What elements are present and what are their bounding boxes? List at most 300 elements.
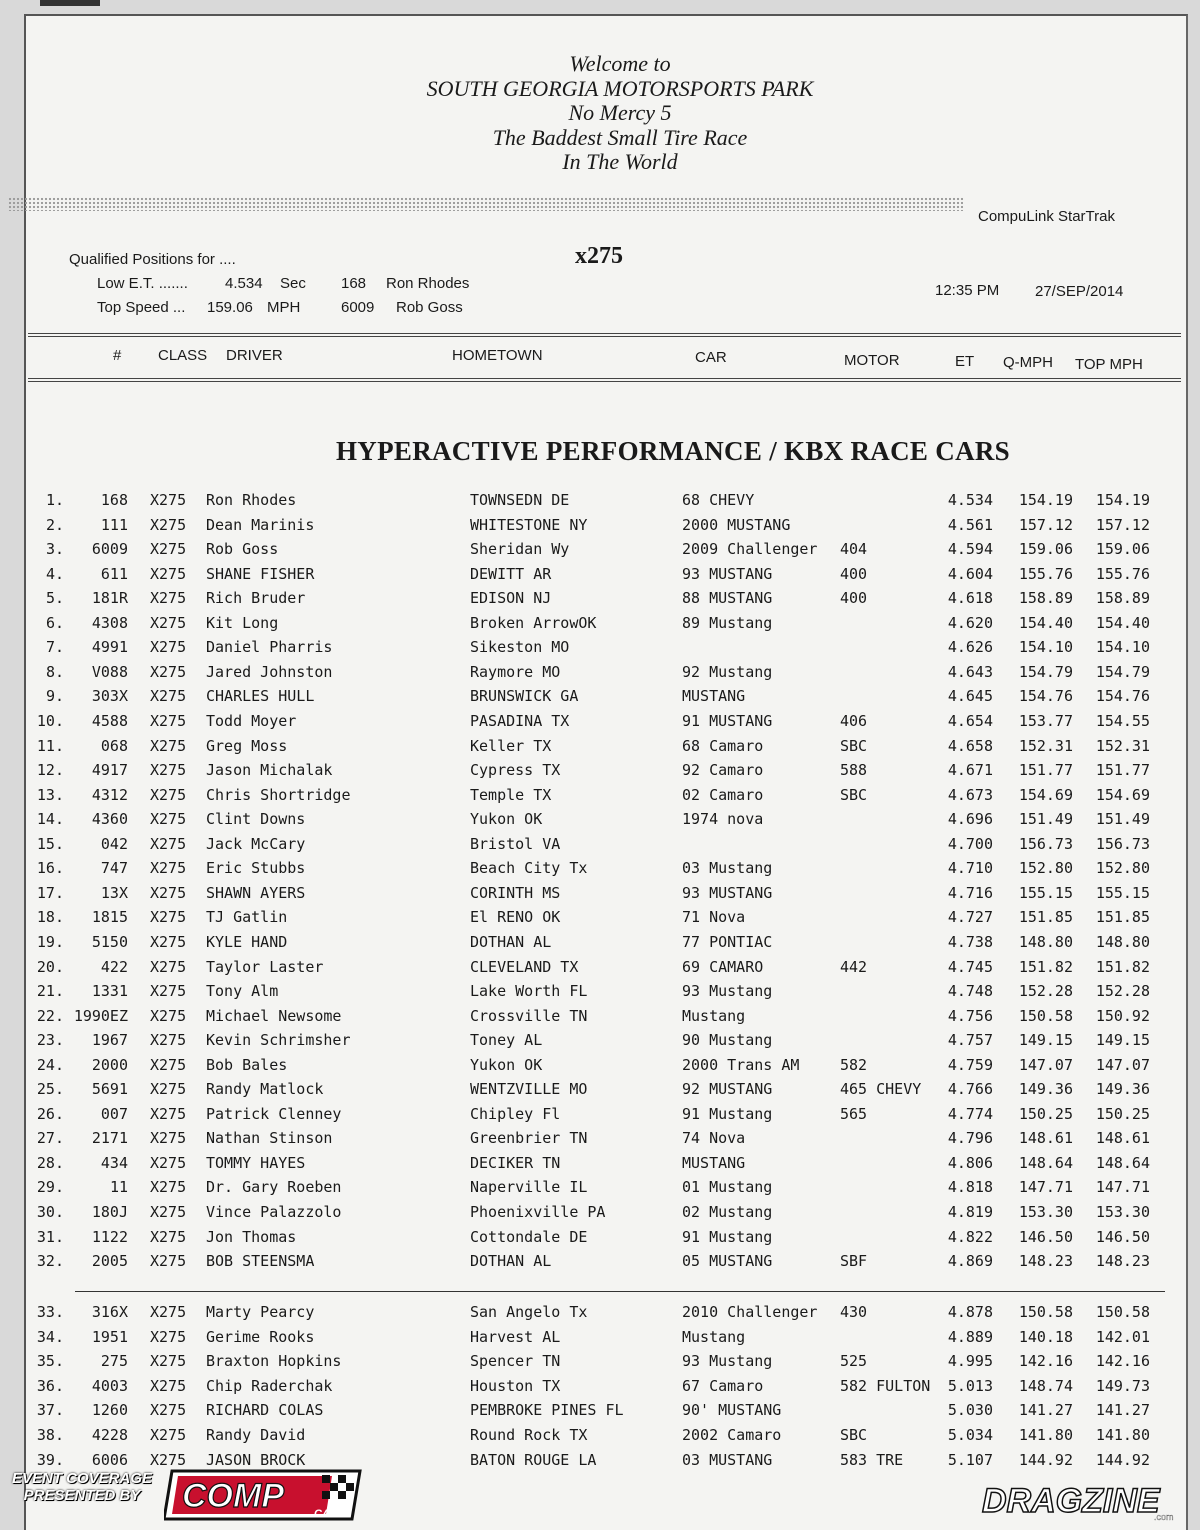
- top-mph-cell: 155.15: [1095, 883, 1150, 902]
- position-cell: 32.: [36, 1252, 64, 1271]
- class-cell: X275: [150, 908, 187, 927]
- position-cell: 36.: [36, 1376, 64, 1395]
- hometown-cell: Spencer TN: [470, 1352, 561, 1371]
- car-number-cell: 4003: [91, 1376, 128, 1395]
- track-name: SOUTH GEORGIA MOTORSPORTS PARK: [426, 75, 814, 101]
- q-mph-cell: 154.10: [1018, 638, 1073, 657]
- driver-cell: Chris Shortridge: [206, 785, 351, 804]
- col-number: #: [113, 347, 122, 364]
- class-cell: X275: [150, 638, 187, 657]
- table-row: [0, 638, 1200, 662]
- table-row: [0, 491, 1200, 515]
- sponsor-title: HYPERACTIVE PERFORMANCE / KBX RACE CARS: [336, 436, 1010, 466]
- top-mph-cell: 150.58: [1095, 1303, 1150, 1321]
- car-cell: 02 Camaro: [682, 785, 764, 804]
- position-cell: 26.: [36, 1104, 64, 1123]
- et-cell: 4.806: [947, 1153, 993, 1172]
- car-number-cell: 068: [100, 736, 128, 755]
- position-cell: 15.: [36, 834, 64, 853]
- position-cell: 21.: [36, 982, 64, 1000]
- q-mph-cell: 154.79: [1018, 662, 1073, 681]
- table-row: [0, 1080, 1200, 1104]
- position-cell: 13.: [36, 785, 64, 804]
- class-cell: X275: [150, 883, 187, 902]
- hometown-cell: TOWNSEDN DE: [470, 491, 570, 509]
- car-cell: 05 MUSTANG: [682, 1252, 773, 1271]
- et-cell: 4.819: [947, 1203, 993, 1221]
- position-cell: 8.: [45, 662, 64, 681]
- car-number-cell: 5150: [91, 932, 128, 951]
- q-mph-cell: 152.80: [1018, 859, 1073, 878]
- table-row: [0, 712, 1200, 736]
- top-mph-cell: 147.71: [1095, 1178, 1150, 1197]
- driver-cell: Todd Moyer: [206, 712, 297, 730]
- position-cell: 39.: [36, 1450, 64, 1469]
- table-row: [0, 1377, 1200, 1401]
- driver-cell: Vince Palazzolo: [206, 1203, 342, 1221]
- q-mph-cell: 141.27: [1018, 1401, 1073, 1420]
- col-et: ET: [955, 353, 975, 370]
- event-tagline-1: The Baddest Small Tire Race: [492, 124, 748, 150]
- top-mph-cell: 152.80: [1095, 859, 1150, 878]
- et-cell: 4.889: [947, 1327, 993, 1346]
- et-cell: 4.878: [947, 1303, 993, 1321]
- top-speed-value: 159.06: [207, 299, 253, 316]
- table-row: [0, 982, 1200, 1006]
- driver-cell: JASON BROCK: [206, 1450, 306, 1469]
- qualifying-cutoff-line: [75, 1291, 1165, 1292]
- driver-cell: Randy Matlock: [206, 1080, 324, 1099]
- et-cell: 4.774: [947, 1104, 993, 1123]
- hometown-cell: DOTHAN AL: [470, 1252, 552, 1271]
- et-cell: 4.766: [947, 1080, 993, 1099]
- position-cell: 38.: [36, 1426, 64, 1444]
- q-mph-cell: 152.31: [1018, 736, 1073, 755]
- hometown-cell: DECIKER TN: [470, 1153, 561, 1172]
- class-cell: X275: [150, 1401, 187, 1420]
- header-rule-bottom: [28, 378, 1181, 382]
- top-mph-cell: 154.79: [1095, 662, 1150, 681]
- q-mph-cell: 159.06: [1018, 540, 1073, 559]
- class-cell: X275: [150, 613, 187, 632]
- class-cell: X275: [150, 1252, 187, 1271]
- table-row: [0, 761, 1200, 785]
- car-cell: 71 Nova: [682, 908, 746, 927]
- driver-cell: Tony Alm: [206, 982, 279, 1000]
- car-cell: 90 Mustang: [682, 1031, 773, 1050]
- car-number-cell: 1815: [91, 908, 128, 927]
- table-row: [0, 1352, 1200, 1376]
- col-car: CAR: [695, 349, 727, 366]
- et-cell: 4.759: [947, 1055, 993, 1074]
- hometown-cell: Chipley Fl: [470, 1104, 561, 1123]
- event-name: No Mercy 5: [568, 100, 672, 125]
- hometown-cell: CLEVELAND TX: [470, 957, 579, 976]
- hometown-cell: Beach City Tx: [470, 859, 588, 878]
- hometown-cell: Bristol VA: [470, 834, 561, 853]
- et-cell: 4.716: [947, 883, 993, 902]
- class-cell: X275: [150, 1327, 187, 1346]
- et-cell: 4.748: [947, 982, 993, 1000]
- car-cell: 03 MUSTANG: [682, 1450, 773, 1469]
- car-cell: MUSTANG: [682, 1153, 746, 1172]
- q-mph-cell: 146.50: [1018, 1227, 1073, 1246]
- table-row: [0, 810, 1200, 834]
- et-cell: 5.013: [947, 1376, 993, 1395]
- position-cell: 7.: [45, 638, 64, 657]
- et-cell: 4.534: [947, 491, 993, 509]
- table-row: [0, 1056, 1200, 1080]
- car-cell: 93 MUSTANG: [682, 564, 773, 583]
- position-cell: 37.: [36, 1401, 64, 1420]
- class-cell: X275: [150, 1227, 187, 1246]
- table-row: [0, 737, 1200, 761]
- car-number-cell: 316X: [91, 1303, 128, 1321]
- car-number-cell: 181R: [91, 589, 128, 608]
- q-mph-cell: 147.71: [1018, 1178, 1073, 1197]
- et-cell: 4.696: [947, 810, 993, 829]
- car-cell: 2000 MUSTANG: [682, 515, 791, 534]
- hometown-cell: Sikeston MO: [470, 638, 570, 657]
- position-cell: 14.: [36, 810, 64, 829]
- hometown-cell: Sheridan Wy: [470, 540, 570, 559]
- top-mph-cell: 155.76: [1095, 564, 1150, 583]
- driver-cell: Marty Pearcy: [206, 1303, 315, 1321]
- car-number-cell: 747: [100, 859, 128, 878]
- car-cell: 2000 Trans AM: [682, 1055, 800, 1074]
- table-row: [0, 1228, 1200, 1252]
- q-mph-cell: 154.76: [1018, 687, 1073, 706]
- et-cell: 4.561: [947, 515, 993, 534]
- driver-cell: Patrick Clenney: [206, 1104, 342, 1123]
- hometown-cell: EDISON NJ: [470, 589, 552, 608]
- car-number-cell: 180J: [91, 1203, 128, 1221]
- et-cell: 5.034: [947, 1426, 993, 1444]
- q-mph-cell: 149.15: [1018, 1031, 1073, 1050]
- q-mph-cell: 148.61: [1018, 1129, 1073, 1148]
- col-motor: MOTOR: [844, 352, 900, 369]
- q-mph-cell: 157.12: [1018, 515, 1073, 534]
- class-cell: X275: [150, 834, 187, 853]
- top-mph-cell: 149.73: [1095, 1376, 1150, 1395]
- et-cell: 4.658: [947, 736, 993, 755]
- top-mph-cell: 156.73: [1095, 834, 1150, 853]
- top-mph-cell: 154.76: [1095, 687, 1150, 706]
- class-cell: X275: [150, 1303, 187, 1321]
- class-cell: X275: [150, 540, 187, 559]
- motor-cell: SBC: [840, 785, 868, 804]
- driver-cell: Rich Bruder: [206, 589, 306, 608]
- car-number-cell: 611: [100, 564, 128, 583]
- hometown-cell: Yukon OK: [470, 1055, 543, 1074]
- table-row: [0, 1303, 1200, 1327]
- comp-logo-subtext: CAMS: [314, 1508, 347, 1520]
- car-cell: 68 Camaro: [682, 736, 764, 755]
- hometown-cell: Harvest AL: [470, 1327, 561, 1346]
- top-mph-cell: 150.92: [1095, 1006, 1150, 1025]
- top-mph-cell: 148.23: [1095, 1252, 1150, 1271]
- driver-cell: Jared Johnston: [206, 662, 333, 681]
- class-cell: X275: [150, 1352, 187, 1371]
- car-number-cell: 303X: [91, 687, 128, 706]
- et-cell: 4.673: [947, 785, 993, 804]
- position-cell: 6.: [45, 613, 64, 632]
- class-cell: X275: [150, 687, 187, 706]
- car-number-cell: 2000: [91, 1055, 128, 1074]
- q-mph-cell: 149.36: [1018, 1080, 1073, 1099]
- class-cell: X275: [150, 564, 187, 583]
- q-mph-cell: 152.28: [1018, 982, 1073, 1000]
- class-cell: X275: [150, 761, 187, 779]
- motor-cell: 525: [840, 1352, 868, 1371]
- driver-cell: Chip Raderchak: [206, 1376, 333, 1395]
- car-number-cell: 1331: [91, 982, 128, 1000]
- car-number-cell: 1951: [91, 1327, 128, 1346]
- table-row: [0, 786, 1200, 810]
- car-number-cell: V088: [91, 662, 128, 681]
- position-cell: 10.: [36, 712, 64, 730]
- position-cell: 12.: [36, 761, 64, 779]
- driver-cell: Kit Long: [206, 613, 279, 632]
- low-et-car: 168: [341, 275, 367, 292]
- class-cell: X275: [150, 1178, 187, 1197]
- et-cell: 4.594: [947, 540, 993, 559]
- motor-cell: 404: [840, 540, 868, 559]
- car-number-cell: 1990EZ: [73, 1006, 128, 1025]
- et-cell: 4.738: [947, 932, 993, 951]
- position-cell: 28.: [36, 1153, 64, 1172]
- hometown-cell: Houston TX: [470, 1376, 561, 1395]
- car-number-cell: 275: [100, 1352, 128, 1371]
- motor-cell: SBF: [840, 1252, 868, 1271]
- top-mph-cell: 151.85: [1095, 908, 1150, 927]
- top-mph-cell: 141.27: [1095, 1401, 1150, 1420]
- car-cell: 77 PONTIAC: [682, 932, 773, 951]
- table-row: [0, 835, 1200, 859]
- position-cell: 19.: [36, 932, 64, 951]
- dragzine-logo-text: DRAGZINE: [982, 1482, 1160, 1520]
- hometown-cell: BATON ROUGE LA: [470, 1450, 597, 1469]
- driver-cell: Daniel Pharris: [206, 638, 333, 657]
- class-cell: X275: [150, 957, 187, 976]
- car-number-cell: 4312: [91, 785, 128, 804]
- q-mph-cell: 141.80: [1018, 1426, 1073, 1444]
- driver-cell: Jack McCary: [206, 834, 306, 853]
- class-cell: X275: [150, 589, 187, 608]
- motor-cell: 406: [840, 712, 868, 730]
- car-number-cell: 2005: [91, 1252, 128, 1271]
- table-row: [0, 1426, 1200, 1450]
- hometown-cell: Keller TX: [470, 736, 552, 755]
- et-cell: 4.869: [947, 1252, 993, 1271]
- q-mph-cell: 147.07: [1018, 1055, 1073, 1074]
- position-cell: 3.: [45, 540, 64, 559]
- position-cell: 20.: [36, 957, 64, 976]
- top-mph-cell: 147.07: [1095, 1055, 1150, 1074]
- position-cell: 34.: [36, 1327, 64, 1346]
- car-cell: 74 Nova: [682, 1129, 746, 1148]
- car-cell: 91 MUSTANG: [682, 712, 773, 730]
- car-number-cell: 6006: [91, 1450, 128, 1469]
- car-number-cell: 4588: [91, 712, 128, 730]
- q-mph-cell: 151.85: [1018, 908, 1073, 927]
- hometown-cell: San Angelo Tx: [470, 1303, 588, 1321]
- class-cell: X275: [150, 1080, 187, 1099]
- hometown-cell: DEWITT AR: [470, 564, 552, 583]
- low-et-label: Low E.T. .......: [97, 275, 188, 292]
- q-mph-cell: 150.58: [1018, 1006, 1073, 1025]
- col-hometown: HOMETOWN: [452, 347, 543, 364]
- top-mph-cell: 148.64: [1095, 1153, 1150, 1172]
- car-number-cell: 007: [100, 1104, 128, 1123]
- position-cell: 5.: [45, 589, 64, 608]
- hometown-cell: WHITESTONE NY: [470, 515, 588, 534]
- table-row: [0, 884, 1200, 908]
- table-row: [0, 614, 1200, 638]
- hometown-cell: Cottondale DE: [470, 1227, 588, 1246]
- car-cell: 93 MUSTANG: [682, 883, 773, 902]
- table-row: [0, 516, 1200, 540]
- car-cell: 03 Mustang: [682, 859, 773, 878]
- top-mph-cell: 142.16: [1095, 1352, 1150, 1371]
- q-mph-cell: 158.89: [1018, 589, 1073, 608]
- hometown-cell: El RENO OK: [470, 908, 561, 927]
- timing-system-label: CompuLink StarTrak: [978, 208, 1115, 225]
- top-mph-cell: 151.49: [1095, 810, 1150, 829]
- table-row: [0, 589, 1200, 613]
- class-cell: X275: [150, 736, 187, 755]
- car-cell: 01 Mustang: [682, 1178, 773, 1197]
- top-speed-driver: Rob Goss: [396, 299, 463, 316]
- table-row: [0, 859, 1200, 883]
- car-cell: 88 MUSTANG: [682, 589, 773, 608]
- hometown-cell: Raymore MO: [470, 662, 561, 681]
- top-speed-unit: MPH: [267, 299, 301, 316]
- car-cell: 02 Mustang: [682, 1203, 773, 1221]
- hometown-cell: Naperville IL: [470, 1178, 588, 1197]
- position-cell: 2.: [45, 515, 64, 534]
- motor-cell: 565: [840, 1104, 868, 1123]
- table-row: [0, 1401, 1200, 1425]
- car-cell: 91 Mustang: [682, 1104, 773, 1123]
- comp-cams-logo: [164, 1467, 364, 1523]
- top-mph-cell: 157.12: [1095, 515, 1150, 534]
- q-mph-cell: 148.23: [1018, 1252, 1073, 1271]
- table-row: [0, 1328, 1200, 1352]
- car-cell: 92 Mustang: [682, 662, 773, 681]
- position-cell: 35.: [36, 1352, 64, 1371]
- class-cell: X275: [150, 1426, 187, 1444]
- hometown-cell: WENTZVILLE MO: [470, 1080, 588, 1099]
- driver-cell: Jon Thomas: [206, 1227, 297, 1246]
- car-number-cell: 422: [100, 957, 128, 976]
- report-time: 12:35 PM: [935, 282, 1000, 299]
- table-row: [0, 540, 1200, 564]
- class-cell: X275: [150, 932, 187, 951]
- driver-cell: RICHARD COLAS: [206, 1401, 324, 1420]
- table-row: [0, 958, 1200, 982]
- position-cell: 11.: [36, 736, 64, 755]
- driver-cell: Braxton Hopkins: [206, 1352, 342, 1371]
- q-mph-cell: 154.40: [1018, 613, 1073, 632]
- car-number-cell: 11: [109, 1178, 128, 1197]
- top-mph-cell: 148.80: [1095, 932, 1150, 951]
- q-mph-cell: 144.92: [1018, 1450, 1073, 1469]
- class-cell: X275: [150, 662, 187, 681]
- position-cell: 29.: [36, 1178, 64, 1197]
- q-mph-cell: 153.77: [1018, 712, 1073, 730]
- et-cell: 4.756: [947, 1006, 993, 1025]
- car-cell: 89 Mustang: [682, 613, 773, 632]
- driver-cell: TJ Gatlin: [206, 908, 288, 927]
- et-cell: 4.745: [947, 957, 993, 976]
- driver-cell: Jason Michalak: [206, 761, 333, 779]
- car-cell: Mustang: [682, 1327, 746, 1346]
- table-row: [0, 908, 1200, 932]
- et-cell: 4.818: [947, 1178, 993, 1197]
- hometown-cell: CORINTH MS: [470, 883, 561, 902]
- hometown-cell: BRUNSWICK GA: [470, 687, 579, 706]
- position-cell: 25.: [36, 1080, 64, 1099]
- hometown-cell: Broken ArrowOK: [470, 613, 597, 632]
- top-mph-cell: 154.10: [1095, 638, 1150, 657]
- top-mph-cell: 150.25: [1095, 1104, 1150, 1123]
- driver-cell: Michael Newsome: [206, 1006, 342, 1025]
- driver-cell: KYLE HAND: [206, 932, 288, 951]
- car-cell: 2010 Challenger: [682, 1303, 818, 1321]
- table-row: [0, 1007, 1200, 1031]
- position-cell: 24.: [36, 1055, 64, 1074]
- motor-cell: 588: [840, 761, 868, 779]
- hometown-cell: Temple TX: [470, 785, 552, 804]
- top-mph-cell: 149.15: [1095, 1031, 1150, 1050]
- q-mph-cell: 148.74: [1018, 1376, 1073, 1395]
- car-cell: 2009 Challenger: [682, 540, 818, 559]
- class-cell: X275: [150, 1055, 187, 1074]
- et-cell: 4.757: [947, 1031, 993, 1050]
- top-mph-cell: 149.36: [1095, 1080, 1150, 1099]
- motor-cell: 430: [840, 1303, 868, 1321]
- position-cell: 1.: [45, 491, 64, 509]
- et-cell: 4.727: [947, 908, 993, 927]
- top-mph-cell: 152.31: [1095, 736, 1150, 755]
- top-speed-car: 6009: [341, 299, 375, 316]
- top-mph-cell: 153.30: [1095, 1203, 1150, 1221]
- top-mph-cell: 151.82: [1095, 957, 1150, 976]
- car-number-cell: 1967: [91, 1031, 128, 1050]
- table-row: [0, 1178, 1200, 1202]
- hometown-cell: Yukon OK: [470, 810, 543, 829]
- car-number-cell: 4228: [91, 1426, 128, 1444]
- car-number-cell: 4991: [91, 638, 128, 657]
- table-row: [0, 1031, 1200, 1055]
- class-cell: X275: [150, 810, 187, 829]
- driver-cell: Rob Goss: [206, 540, 279, 559]
- hometown-cell: PASADINA TX: [470, 712, 570, 730]
- dragzine-logo-suffix: .com: [1154, 1512, 1174, 1522]
- class-cell: X275: [150, 1450, 187, 1469]
- car-cell: 1974 nova: [682, 810, 764, 829]
- event-tagline-2: In The World: [562, 149, 678, 174]
- hometown-cell: Greenbrier TN: [470, 1129, 588, 1148]
- top-mph-cell: 142.01: [1095, 1327, 1150, 1346]
- car-number-cell: 042: [100, 834, 128, 853]
- car-cell: 92 MUSTANG: [682, 1080, 773, 1099]
- q-mph-cell: 155.15: [1018, 883, 1073, 902]
- top-mph-cell: 146.50: [1095, 1227, 1150, 1246]
- class-cell: X275: [150, 982, 187, 1000]
- hometown-cell: DOTHAN AL: [470, 932, 552, 951]
